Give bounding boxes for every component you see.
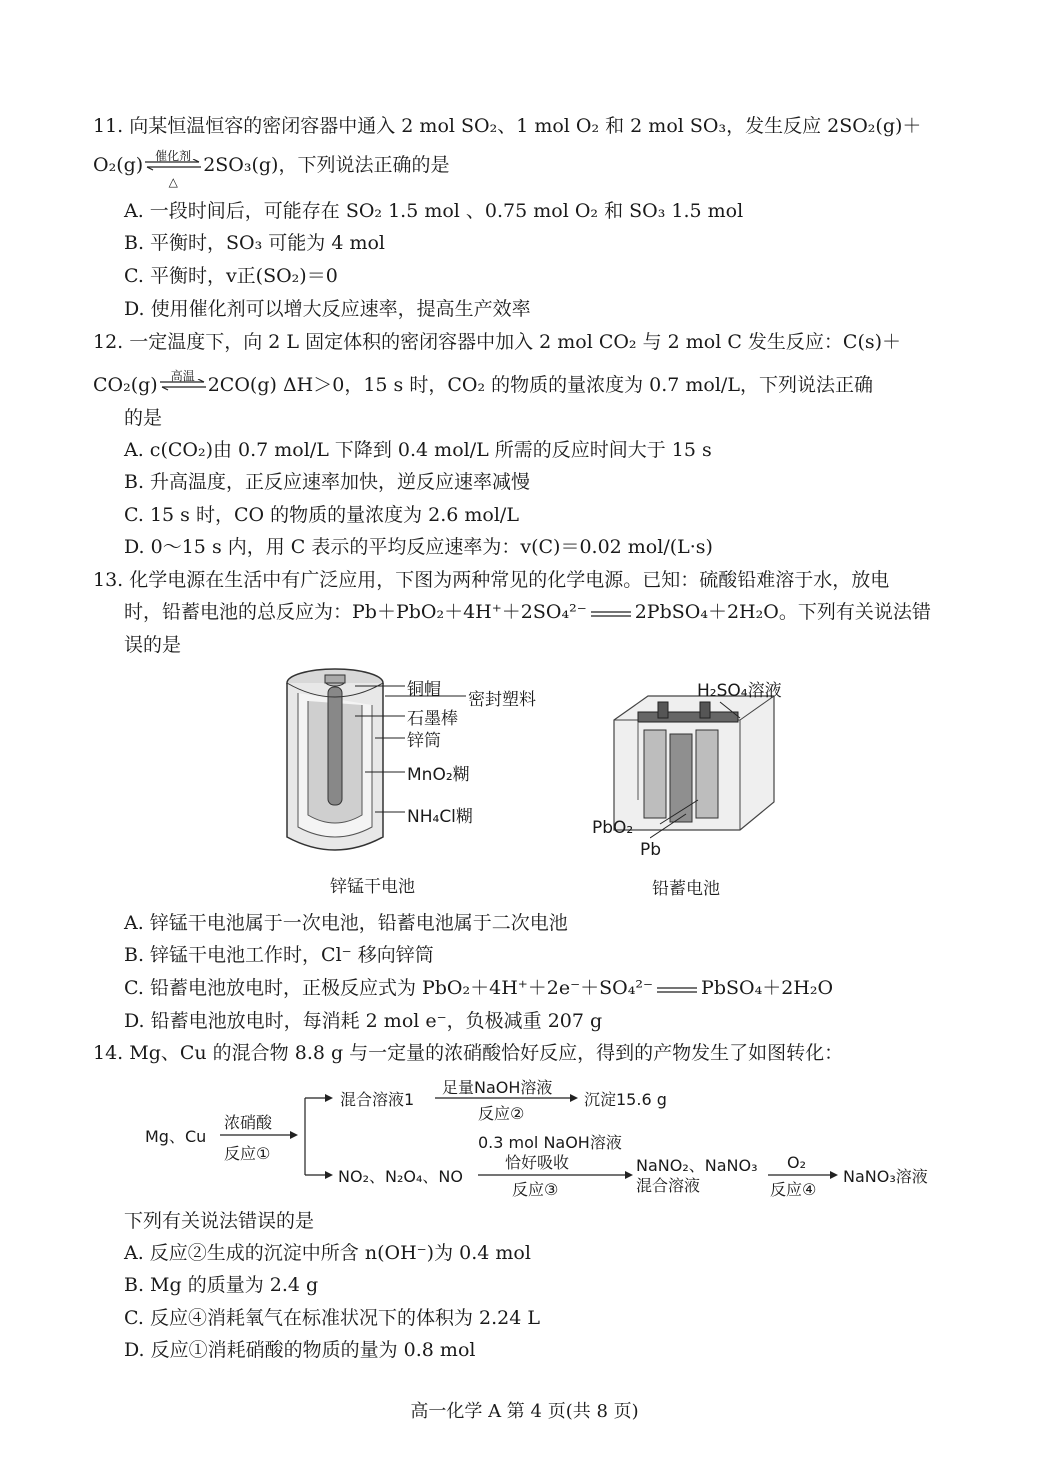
q14-option-b: B. Mg 的质量为 2.4 g — [124, 1274, 319, 1296]
q12-reversible-arrow — [158, 369, 208, 399]
q13-stem-line1: 13. 化学电源在生活中有广泛应用，下图为两种常见的化学电源。已知：硫酸铅难溶于水，放电 — [93, 569, 890, 591]
reaction-equals-icon — [587, 609, 635, 619]
q12-option-b: B. 升高温度，正反应速率加快，逆反应速率减慢 — [124, 471, 531, 493]
label-h2so4-solution: H₂SO₄溶液 — [697, 681, 782, 701]
q14-option-c: C. 反应④消耗氧气在标准状况下的体积为 2.24 L — [124, 1307, 540, 1329]
q14-option-a: A. 反应②生成的沉淀中所含 n(OH⁻)为 0.4 mol — [124, 1242, 531, 1264]
q13-eq-right: 2PbSO₄＋2H₂O。下列有关说法错 — [634, 601, 931, 623]
q13-stem-line2 — [124, 599, 931, 626]
flow-arrow2-bottom: 反应② — [478, 1104, 525, 1123]
page-footer: 高一化学 A 第 4 页(共 8 页) — [410, 1401, 639, 1422]
flow-arrow3-bottom: 反应③ — [512, 1180, 559, 1199]
q11-stem-line1: 11. 向某恒温恒容的密闭容器中通入 2 mol SO₂、1 mol O₂ 和 2 mol SO₃，发生反应 2SO₂(g)＋ — [93, 115, 922, 137]
flow-arrow3-top1: 0.3 mol NaOH溶液 — [478, 1133, 622, 1152]
q13-option-d: D. 铅蓄电池放电时，每消耗 2 mol e⁻，负极减重 207 g — [124, 1010, 603, 1032]
q11-option-a: A. 一段时间后，可能存在 SO₂ 1.5 mol 、0.75 mol O₂ 和 SO₃ 1.5 mol — [124, 200, 744, 222]
flow-arrow4-bottom: 反应④ — [770, 1180, 817, 1199]
q12-option-d: D. 0～15 s 内，用 C 表示的平均反应速率为：v(C)＝0.02 mol/(L·s) — [124, 536, 713, 558]
flow-mid2-line2: 混合溶液 — [636, 1176, 701, 1195]
q11-eq-left: O₂(g) — [93, 154, 144, 176]
flow-arrow1-top: 浓硝酸 — [224, 1113, 273, 1132]
q13-option-a: A. 锌锰干电池属于一次电池，铅蓄电池属于二次电池 — [124, 912, 568, 934]
q13-equals-arrow — [587, 600, 635, 626]
q13-eq-left: 时，铅蓄电池的总反应为：Pb＋PbO₂＋4H⁺＋2SO₄²⁻ — [124, 601, 587, 623]
dry-cell-caption: 锌锰干电池 — [330, 877, 415, 897]
label-pb: Pb — [640, 840, 662, 860]
q13-stem-line3: 误的是 — [124, 634, 182, 656]
q12-eq-right: 2CO(g) ΔH＞0，15 s 时，CO₂ 的物质的量浓度为 0.7 mol/L，下列说法正确 — [207, 374, 873, 396]
flow-mid2-line1: NaNO₂、NaNO₃ — [636, 1156, 758, 1175]
flow-arrow1-bottom: 反应① — [224, 1144, 271, 1163]
q12-eq-left: CO₂(g) — [93, 374, 158, 396]
q13-option-c — [124, 975, 833, 1002]
label-nh4cl-paste: NH₄Cl糊 — [407, 807, 473, 827]
q11-reversible-arrow — [143, 149, 203, 189]
label-sealing-plastic: 密封塑料 — [468, 690, 536, 710]
q14-option-d: D. 反应①消耗硝酸的物质的量为 0.8 mol — [124, 1339, 476, 1361]
q11-stem-line2 — [93, 149, 450, 189]
flow-end2: NaNO₃溶液 — [843, 1167, 928, 1186]
equilibrium-arrow-icon — [158, 379, 208, 391]
q12-stem-line3: 的是 — [124, 407, 163, 429]
flow-arrow2-top: 足量NaOH溶液 — [442, 1078, 553, 1097]
q11-option-b: B. 平衡时，SO₃ 可能为 4 mol — [124, 232, 385, 254]
lead-battery-caption: 铅蓄电池 — [652, 879, 720, 899]
flow-end1: 沉淀15.6 g — [584, 1090, 667, 1109]
q12-option-a: A. c(CO₂)由 0.7 mol/L 下降到 0.4 mol/L 所需的反应时间大于 15 s — [124, 439, 712, 461]
q12-arrow-top: 高温 — [170, 369, 195, 383]
q14-stem-line1: 14. Mg、Cu 的混合物 8.8 g 与一定量的浓硝酸恰好反应，得到的产物发生了如图转化： — [93, 1042, 844, 1064]
q11-arrow-bottom: △ — [168, 175, 178, 189]
label-pbo2: PbO₂ — [592, 818, 634, 838]
q14-stem: 下列有关说法错误的是 — [124, 1210, 315, 1232]
label-graphite-rod: 石墨棒 — [407, 709, 458, 729]
label-zinc-can: 锌筒 — [407, 731, 441, 751]
label-mno2-paste: MnO₂糊 — [407, 765, 470, 785]
q12-stem-line2 — [93, 369, 873, 399]
lead-battery-leader-lines — [650, 700, 770, 850]
reaction-equals-icon — [653, 985, 701, 995]
flow-arrow3-top2: 恰好吸收 — [505, 1153, 570, 1172]
flow-branch1: 混合溶液1 — [340, 1090, 415, 1109]
q11-option-d: D. 使用催化剂可以增大反应速率，提高生产效率 — [124, 298, 531, 320]
flow-arrow4-top: O₂ — [787, 1153, 807, 1172]
q13-c-left: C. 铅蓄电池放电时，正极反应式为 PbO₂＋4H⁺＋2e⁻＋SO₄²⁻ — [124, 977, 654, 999]
q11-option-c: C. 平衡时，v正(SO₂)＝0 — [124, 265, 338, 287]
q13-option-b: B. 锌锰干电池工作时，Cl⁻ 移向锌筒 — [124, 944, 434, 966]
label-copper-cap: 铜帽 — [407, 680, 441, 700]
q12-option-c: C. 15 s 时，CO 的物质的量浓度为 2.6 mol/L — [124, 504, 519, 526]
q11-eq-right: 2SO₃(g)，下列说法正确的是 — [203, 154, 450, 176]
flow-start: Mg、Cu — [145, 1127, 207, 1146]
q13-c-right: PbSO₄＋2H₂O — [701, 977, 834, 999]
q13-c-equals — [653, 976, 701, 1002]
q11-arrow-top: 催化剂 — [155, 149, 192, 163]
q12-stem-line1: 12. 一定温度下，向 2 L 固定体积的密闭容器中加入 2 mol CO₂ 与 2 mol C 发生反应：C(s)＋ — [93, 331, 902, 353]
flow-branch2: NO₂、N₂O₄、NO — [338, 1167, 463, 1186]
